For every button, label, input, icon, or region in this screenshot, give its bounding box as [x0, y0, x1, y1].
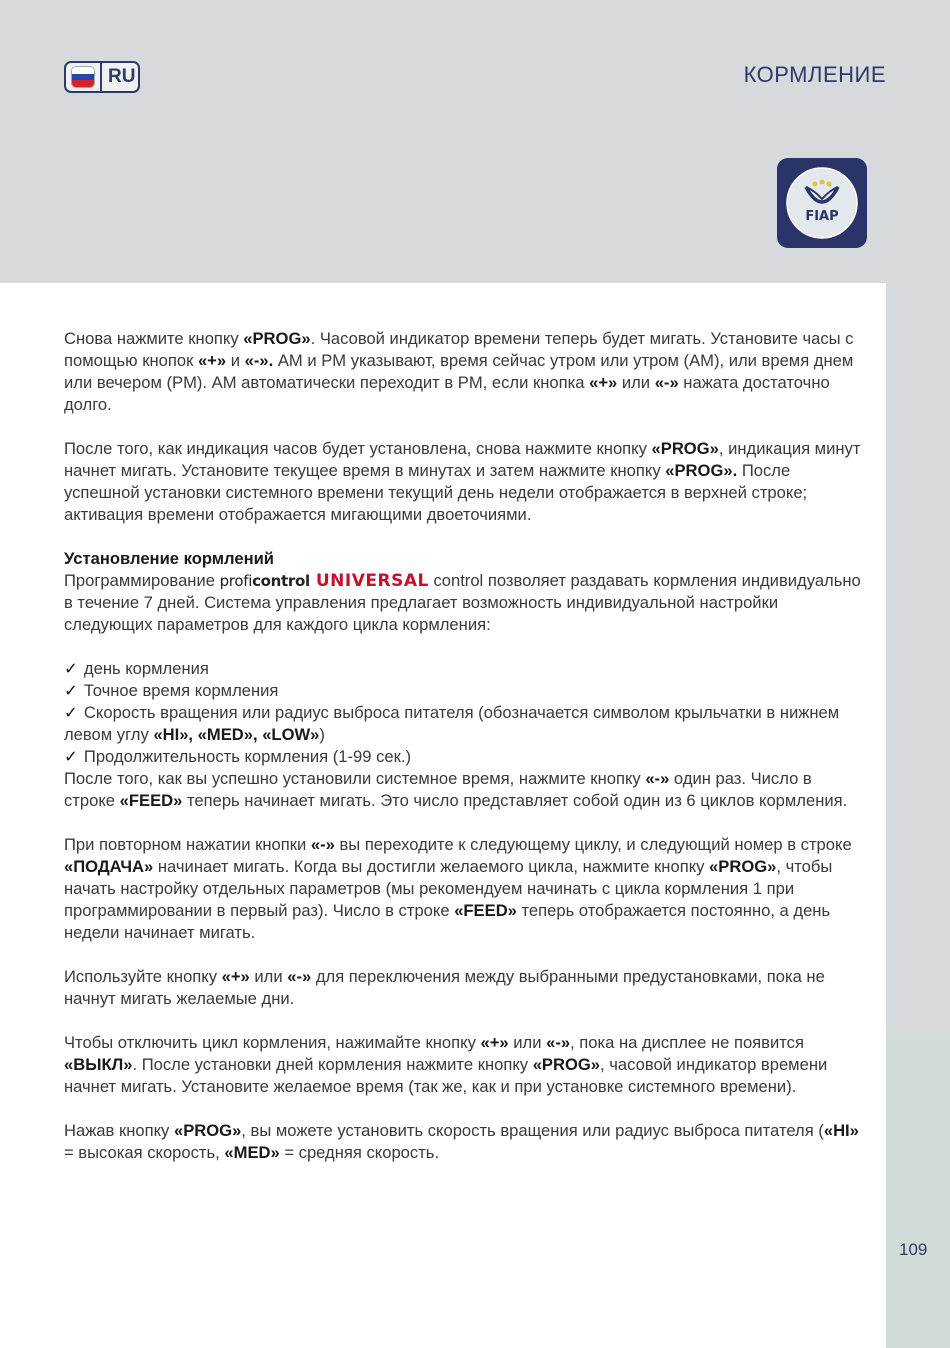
section-title: КОРМЛЕНИЕ: [743, 62, 886, 87]
right-margin-strip-lower: [886, 1036, 950, 1348]
brand-universal: UNIVERSAL: [315, 571, 429, 591]
key-label: «ПОДАЧА»: [64, 857, 154, 876]
text: или: [508, 1033, 547, 1052]
fiap-logo-text: FIAP: [805, 209, 839, 224]
text: , пока на дисплее не появится: [570, 1033, 804, 1052]
key-label: «-».: [244, 351, 274, 370]
checkmark-icon: ✓: [64, 681, 78, 700]
text: . После установки дней кормления нажмите кнопку: [132, 1055, 533, 1074]
text: начинает мигать. Когда вы достигли желаемого цикла, нажмите кнопку: [153, 857, 710, 876]
paragraph-next-cycle: [64, 834, 864, 944]
text: теперь отображается постоянно, а день недели начинает мигать.: [64, 901, 831, 942]
checkmark-icon: ✓: [64, 747, 78, 766]
text: Чтобы отключить цикл кормления, нажимайте кнопку: [64, 1033, 481, 1052]
list-item: Точное время кормления: [83, 681, 279, 700]
key-label: «HI», «MED», «LOW»: [153, 725, 320, 744]
key-label: «PROG»: [651, 439, 719, 458]
paragraph-speed: [64, 1120, 864, 1164]
text: , вы можете установить скорость вращения или радиус выброса питателя (: [241, 1121, 824, 1140]
key-label: «-»: [287, 967, 312, 986]
key-label: «+»: [197, 351, 227, 370]
text: , чтобы начать настройку отдельных параметров (мы рекомендуем начинать с цикла кормления 1 при программировании в первый раз). Число в строке: [64, 857, 833, 920]
paragraph-feeding-heading: [64, 548, 864, 636]
text: или: [617, 373, 655, 392]
language-code: RU: [108, 66, 136, 87]
text: вы переходите к следующему циклу, и следующий номер в строке: [334, 835, 852, 854]
text: Снова нажмите кнопку: [64, 329, 244, 348]
page-number: 109: [899, 1240, 928, 1259]
checkmark-icon: ✓: [64, 703, 78, 722]
text: . Часовой индикатор времени теперь будет мигать. Установите часы с помощью кнопок: [64, 329, 854, 370]
key-label: «+»: [589, 373, 618, 392]
key-label: «-»: [310, 835, 335, 854]
main-content: [64, 328, 864, 1186]
key-label: «FEED»: [119, 791, 183, 810]
paragraph-disable-cycle: [64, 1032, 864, 1098]
text: После того, как вы успешно установили системное время, нажмите кнопку: [64, 769, 646, 788]
russia-flag-icon: [71, 66, 95, 88]
paragraph-prog-minutes: [64, 438, 864, 526]
text: Используйте кнопку: [64, 967, 222, 986]
text: или: [249, 967, 288, 986]
text: Программирование: [64, 571, 220, 590]
text: Нажав кнопку: [64, 1121, 174, 1140]
paragraph-prog-hours: [64, 328, 864, 416]
text: теперь начинает мигать. Это число представляет собой один из 6 циклов кормления.: [182, 791, 848, 810]
list-item: Продолжительность кормления (1-99 сек.): [83, 747, 412, 766]
key-label: «PROG»: [243, 329, 311, 348]
brand-control: control: [252, 572, 310, 590]
text: = средняя скорость.: [279, 1143, 440, 1162]
text: , индикация минут начнет мигать. Установите текущее время в минутах и затем нажмите кнопку: [64, 439, 861, 480]
paragraph-presets: [64, 966, 864, 1010]
list-item: Скорость вращения или радиус выброса питателя (обозначается символом крыльчатки в нижнем левом углу: [64, 703, 840, 744]
language-badge: [64, 61, 140, 93]
text: ): [319, 725, 325, 744]
key-label: «HI»: [823, 1121, 859, 1140]
text: = высокая скорость,: [64, 1143, 225, 1162]
key-label: «-»: [546, 1033, 571, 1052]
key-label: «MED»: [224, 1143, 280, 1162]
key-label: «-»: [654, 373, 679, 392]
key-label: «-»: [645, 769, 670, 788]
text: control позволяет раздавать кормления индивидуально в течение 7 дней. Система управления предлагает возможность индивидуальной настройки следующих параметров для каждого цикла кормления:: [64, 571, 861, 634]
key-label: «PROG»: [709, 857, 777, 876]
fiap-logo-icon: [784, 165, 860, 241]
spacer: [64, 636, 864, 658]
key-label: «PROG»: [173, 1121, 242, 1140]
key-label: «PROG».: [665, 461, 738, 480]
fiap-logo: [777, 158, 867, 248]
text: После успешной установки системного времени текущий день недели отображается в верхней строке; активация времени отображается мигающими двоеточиями.: [64, 461, 808, 524]
checkmark-icon: ✓: [64, 659, 78, 678]
brand-profi: profi: [219, 572, 253, 590]
text: нажата достаточно долго.: [64, 373, 830, 414]
list-item: день кормления: [83, 659, 209, 678]
feeding-parameters-list: [64, 658, 864, 812]
text: для переключения между выбранными предустановками, пока не начнут мигать желаемые дни.: [64, 967, 825, 1008]
key-label: «ВЫКЛ»: [64, 1055, 133, 1074]
key-label: «PROG»: [532, 1055, 601, 1074]
key-label: «FEED»: [454, 901, 517, 920]
key-label: «+»: [480, 1033, 509, 1052]
subsection-heading: Установление кормлений: [64, 549, 275, 568]
text: AM и PM указывают, время сейчас утром или утром (AM), или время днем или вечером (PM). AM автоматически переходит в PM, если кнопка: [64, 351, 854, 392]
text: При повторном нажатии кнопки: [64, 835, 311, 854]
text: один раз. Число в строке: [64, 769, 812, 810]
text: , часовой индикатор времени начнет мигать. Установите желаемое время (так же, как и при установке системного времени).: [64, 1055, 828, 1096]
text: и: [226, 351, 245, 370]
badge-divider: [100, 63, 102, 91]
text: После того, как индикация часов будет установлена, снова нажмите кнопку: [64, 439, 652, 458]
key-label: «+»: [221, 967, 250, 986]
